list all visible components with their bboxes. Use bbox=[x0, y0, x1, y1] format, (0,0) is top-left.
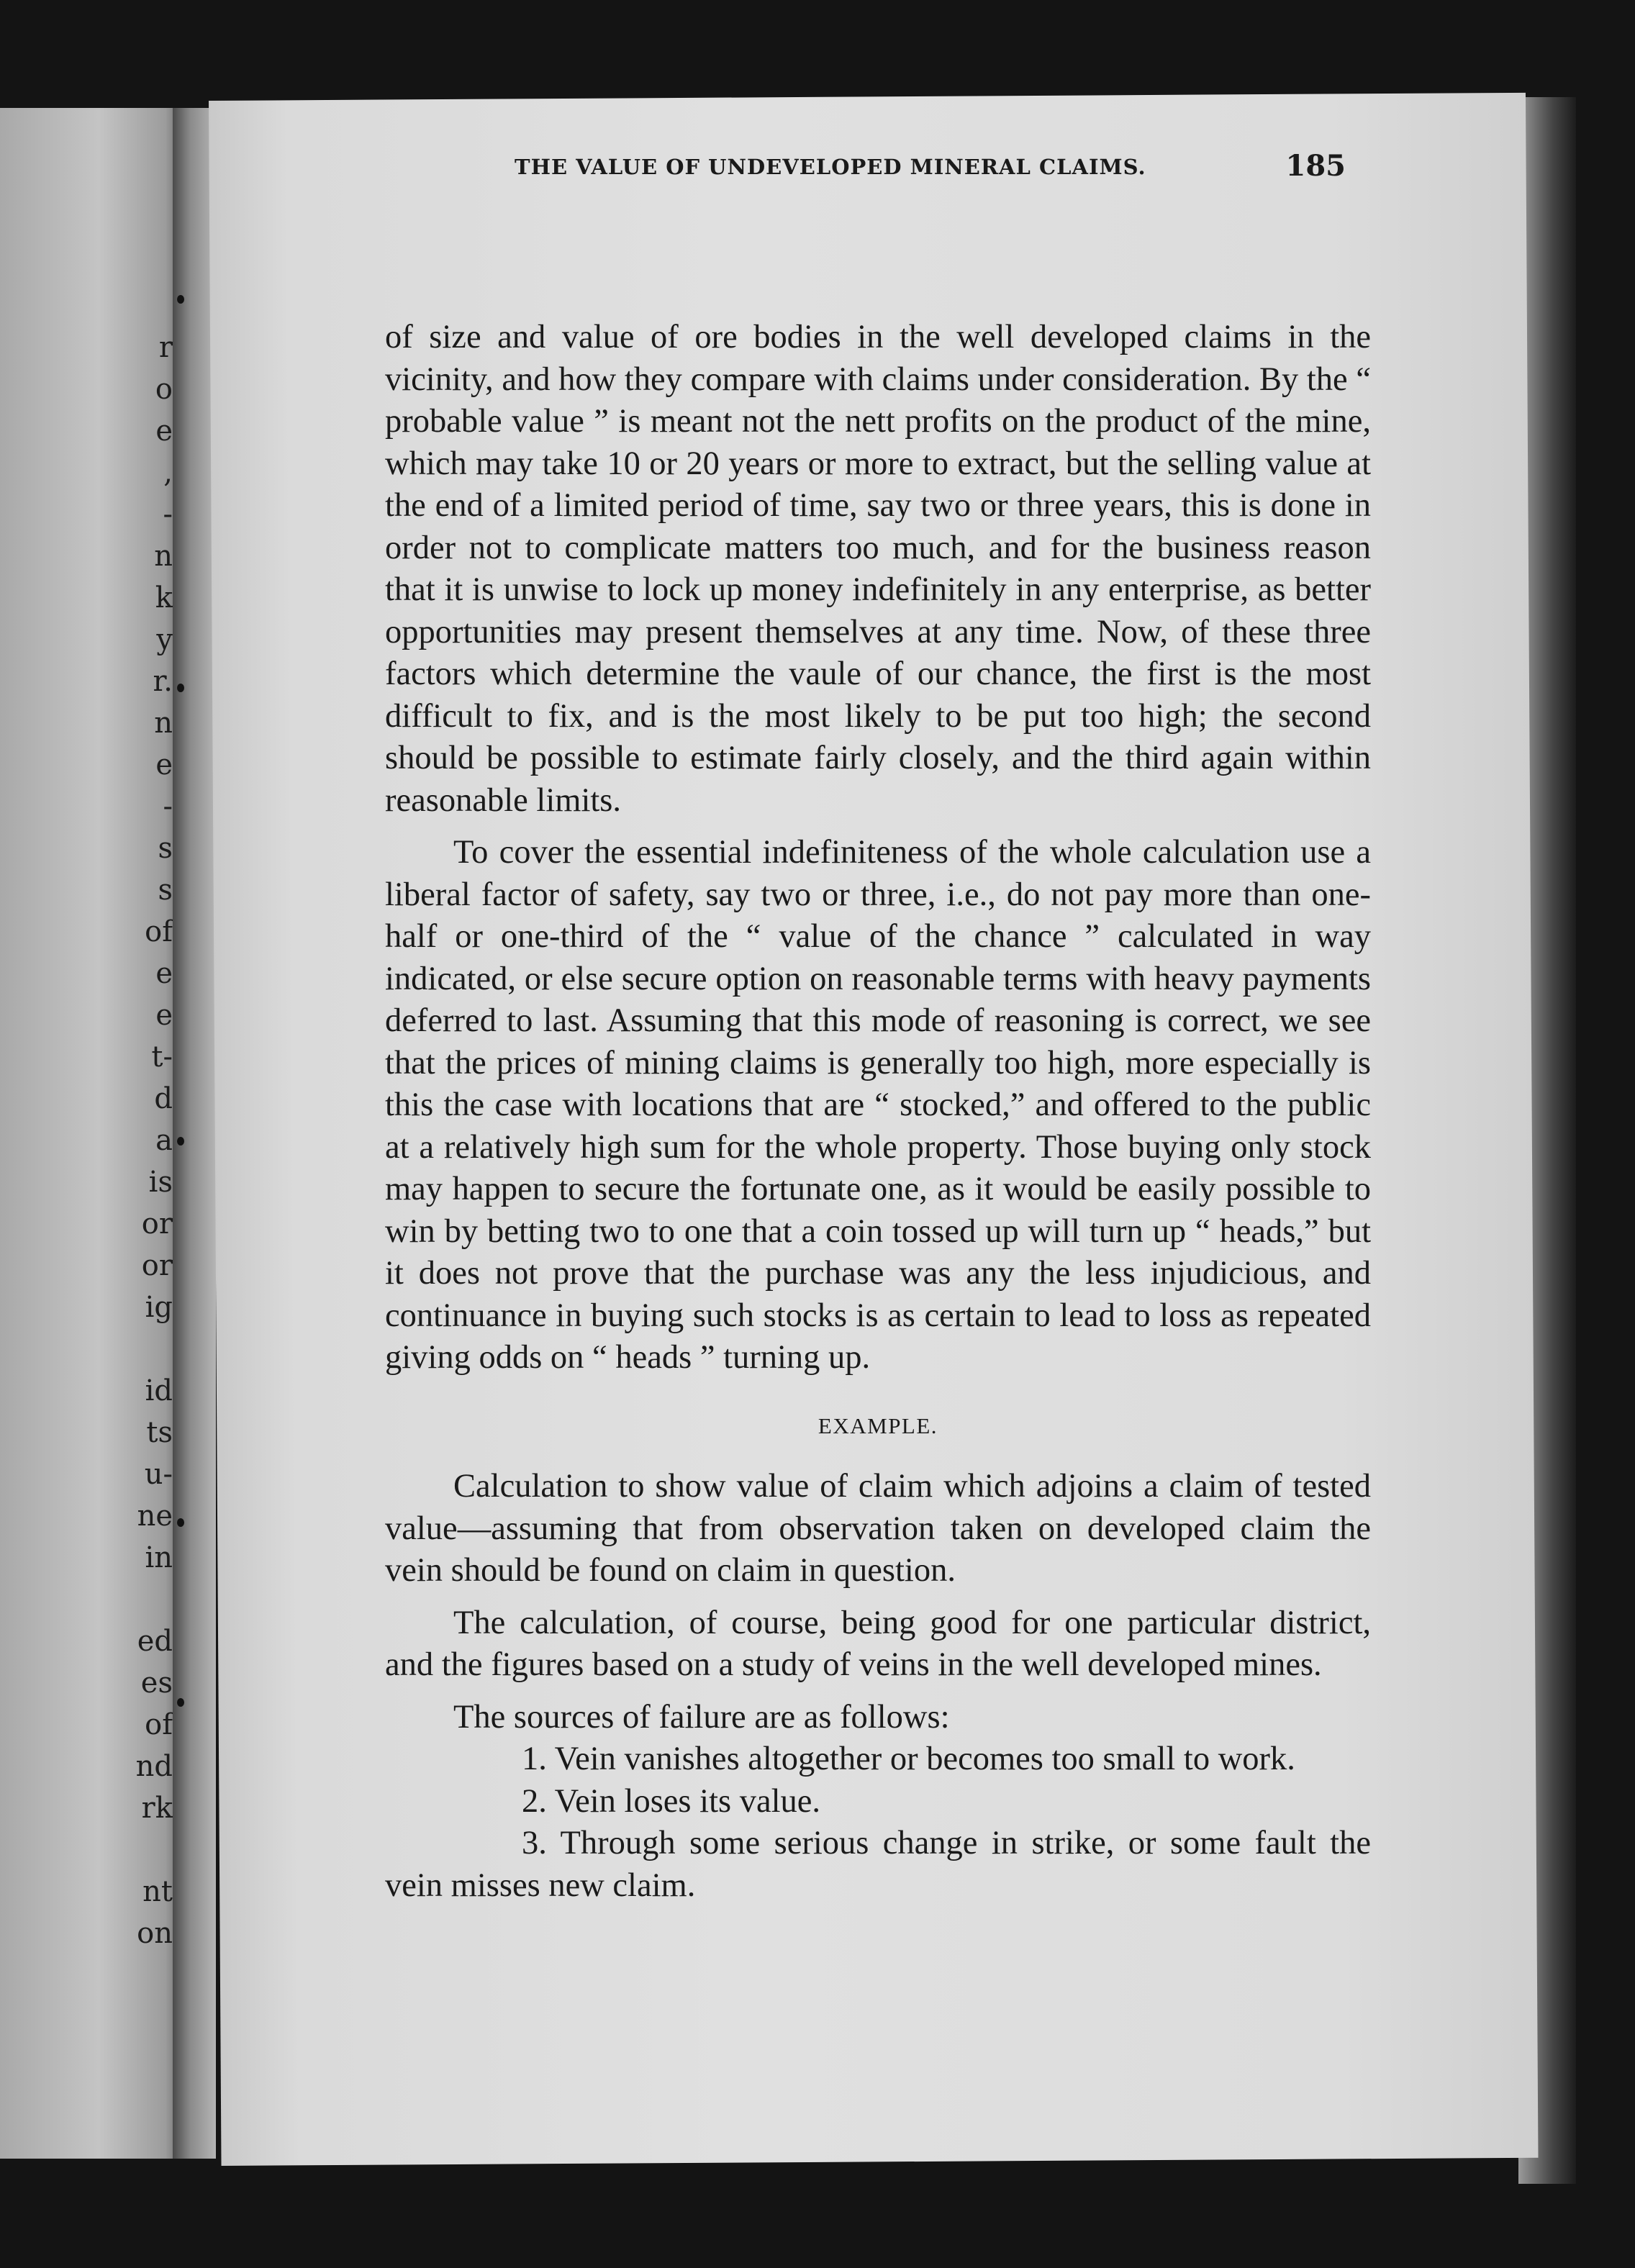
left-page-fragment: ts bbox=[146, 1416, 173, 1449]
left-page-fragment: e bbox=[155, 957, 173, 990]
left-page-fragment: in bbox=[145, 1541, 173, 1574]
left-page-fragment: , bbox=[163, 456, 173, 489]
book-gutter bbox=[173, 108, 216, 2159]
page-number: 185 bbox=[1285, 149, 1346, 183]
paragraph: of size and value of ore bodies in the well developed claims in the vicinity, and how they compare with claims under consideration. By the “ probable value ” is meant not the nett profits on the product of the mine, which may take 10 or 20 years or more to extract, but the selling value at the end of a limited period of time, say two or three years, this is done in order not to complicate matters too much, and for the business reason that it is unwise to lock up money indefinitely in any enterprise, as better opportunities may present themselves at any time. Now, of these three factors which determine the vaule of our chance, the first is the most difficult to fix, and is the most likely to be put too high; the second should be possible to estimate fairly closely, and the third again within reasonable limits. bbox=[385, 319, 1371, 819]
paragraph: The calculation, of course, being good for one particular district, and the figures based on a study of veins in the well developed mines. bbox=[385, 1604, 1371, 1683]
running-head bbox=[302, 149, 1346, 191]
left-page-fragment: or bbox=[141, 1207, 173, 1240]
left-page-fragment: s bbox=[158, 832, 173, 865]
page-body bbox=[385, 317, 1371, 1907]
list-number: 1. bbox=[522, 1741, 547, 1777]
list-text: Through some serious change in strike, or some fault the vein misses new claim. bbox=[385, 1825, 1371, 1904]
left-page-fragment: id bbox=[145, 1374, 173, 1407]
left-page-fragment: a bbox=[155, 1124, 173, 1157]
left-page-fragment: k bbox=[155, 581, 173, 614]
paragraph: Calculation to show value of claim which adjoins a claim of tested value—assuming that from observation taken on developed claim the vein should be found on claim in question. bbox=[385, 1468, 1371, 1589]
left-page-fragment: e bbox=[155, 748, 173, 781]
list-item bbox=[385, 1781, 1371, 1823]
left-page-fragment: r. bbox=[153, 665, 173, 698]
paragraph: To cover the essential indefiniteness of the whole calculation use a liberal factor of safety, say two or three, i.e., do not pay more than one-half or one-third of the “ value of the chance ” calculated in way indicated, or else secure option on reasonable terms with heavy payments deferred to last. Assuming that this mode of reasoning is correct, we see that the prices of mining claims is generally too high, more especially is this the case with locations that are “ stocked,” and offered to the public at a relatively high sum for the whole property. Those buying only stock may happen to secure the fortunate one, as it would be easily possible to win by betting two to one that a coin tossed up will turn up “ heads,” but it does not prove that the purchase was any the less injudicious, and continuance in buying such stocks is as certain to lead to loss as repeated giving odds on “ heads ” turning up. bbox=[385, 834, 1371, 1376]
left-page-fragment: e bbox=[155, 414, 173, 448]
list-number: 2. bbox=[522, 1782, 547, 1820]
left-page-fragment: nd bbox=[135, 1750, 173, 1783]
left-page-fragment: ed bbox=[137, 1625, 173, 1658]
list-item bbox=[385, 1738, 1371, 1781]
left-page-fragment: o bbox=[155, 373, 173, 406]
left-page-fragment: r bbox=[158, 331, 173, 364]
binding-mark bbox=[177, 1698, 184, 1707]
list-text: Vein loses its value. bbox=[554, 1782, 821, 1820]
left-page-fragment: of bbox=[145, 1708, 173, 1741]
running-head-title: THE VALUE OF UNDEVELOPED MINERAL CLAIMS. bbox=[515, 155, 1146, 179]
section-heading: EXAMPLE. bbox=[818, 1412, 938, 1438]
left-page-fragments bbox=[0, 108, 180, 2159]
left-facing-page bbox=[0, 108, 180, 2159]
list-item bbox=[385, 1823, 1371, 1907]
left-page-fragment: ne bbox=[137, 1500, 173, 1533]
left-page-fragment: is bbox=[148, 1166, 173, 1199]
left-page-fragment: nt bbox=[142, 1875, 173, 1908]
list-text: Vein vanishes altogether or becomes too small to work. bbox=[554, 1741, 1295, 1777]
left-page-fragment: rk bbox=[141, 1792, 173, 1825]
left-page-fragment: - bbox=[163, 790, 173, 823]
left-page-fragment: or bbox=[141, 1249, 173, 1282]
left-page-fragment: d bbox=[154, 1082, 173, 1115]
left-page-fragment: on bbox=[137, 1917, 173, 1950]
left-page-fragment: s bbox=[158, 874, 173, 907]
binding-mark bbox=[177, 1518, 184, 1527]
binding-mark bbox=[177, 295, 184, 304]
left-page-fragment: es bbox=[140, 1666, 173, 1700]
left-page-fragment: of bbox=[145, 915, 173, 948]
paragraph: The sources of failure are as follows: bbox=[453, 1698, 950, 1736]
binding-mark bbox=[177, 684, 184, 692]
left-page-fragment: t- bbox=[151, 1040, 173, 1074]
left-page-fragment: - bbox=[163, 498, 173, 531]
left-page-fragment: n bbox=[154, 707, 173, 740]
left-page-fragment: n bbox=[154, 540, 173, 573]
left-page-fragment: e bbox=[155, 999, 173, 1032]
left-page-fragment: y bbox=[156, 623, 173, 656]
left-page-fragment: u- bbox=[144, 1458, 173, 1491]
list-number: 3. bbox=[522, 1825, 547, 1861]
binding-mark bbox=[177, 1137, 184, 1146]
left-page-fragment: ig bbox=[145, 1291, 173, 1324]
